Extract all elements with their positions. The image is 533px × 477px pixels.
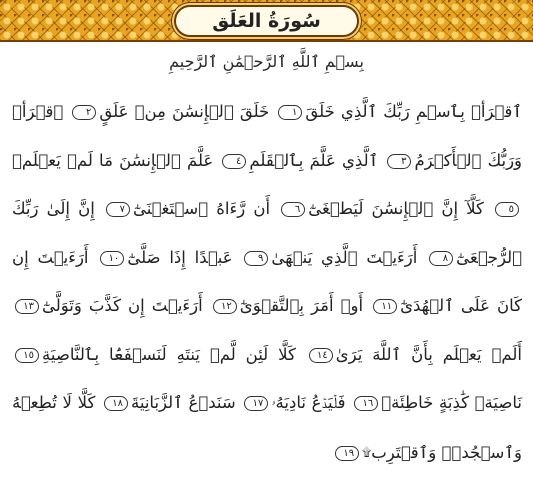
verse-number-marker: ٤	[222, 154, 246, 169]
verse-text: ٱقۡرَأۡ بِٱسۡمِ رَبِّكَ ٱلَّذِي خَلَقَ	[305, 102, 523, 121]
verses-text-block	[12, 88, 523, 462]
verse-number-marker: ١٤	[309, 348, 333, 363]
verse-text: خَلَقَ ٱلۡإِنسَٰنَ مِنۡ عَلَقٍ	[99, 102, 270, 121]
verse-number-marker: ١٠	[100, 251, 124, 266]
verse-text: سَنَدۡعُ ٱلزَّبَانِيَةَ	[131, 393, 236, 412]
verse-text: ٱقۡرَأۡ وَرَبُّكَ ٱلۡأَكۡرَمُ	[12, 102, 523, 170]
verse-text: إِنَّ إِلَىٰ رَبِّكَ ٱلرُّجۡعَىٰٓ	[12, 199, 523, 267]
surah-header-banner	[0, 0, 533, 42]
verse-text: نَاصِيَةٖ كَٰذِبَةٍ خَاطِئَةٖ	[381, 393, 522, 412]
verse-number-marker: ١١	[373, 299, 397, 314]
verse-number-marker: ١٩	[335, 446, 359, 461]
verse-text: ٱلَّذِي عَلَّمَ بِٱلۡقَلَمِ	[249, 150, 379, 170]
verse-number-marker: ٨	[429, 251, 453, 266]
verse-text: أَلَمۡ يَعۡلَم بِأَنَّ ٱللَّهَ يَرَىٰ	[335, 344, 522, 364]
verse-text: كَلَّا لَا تُطِعۡهُ وَٱسۡجُدۡۤ وَٱقۡتَرِب	[12, 393, 522, 462]
verse-number-marker: ٩	[244, 251, 268, 266]
verse-number-marker: ١٢	[213, 299, 237, 314]
sajda-mark-icon: ۩	[362, 444, 372, 459]
verse-number-marker: ١٥	[15, 348, 39, 363]
verse-text: أَن رَّءَاهُ ٱسۡتَغۡنَىٰٓ	[132, 199, 271, 218]
verse-text: أَرَءَيۡتَ إِن كَانَ عَلَى ٱلۡهُدَىٰٓ	[12, 247, 523, 315]
surah-title: سُورَةُ العَلَق	[212, 9, 321, 32]
verse-number-marker: ١	[278, 105, 302, 120]
verse-text: فَلۡيَدۡعُ نَادِيَهُۥ	[271, 393, 346, 412]
verse-text: كَلَّآ إِنَّ ٱلۡإِنسَٰنَ لَيَطۡغَىٰٓ	[308, 199, 484, 218]
verse-number-marker: ٦	[281, 202, 305, 217]
verse-number-marker: ١٦	[354, 396, 378, 411]
verse-number-marker: ٧	[106, 202, 130, 217]
verse-number-marker: ١٨	[104, 396, 128, 411]
verse-number-marker: ٥	[495, 202, 519, 217]
verse-number-marker: ٣	[387, 154, 411, 169]
verse-number-marker: ١٧	[244, 396, 268, 411]
surah-title-frame	[174, 5, 359, 37]
verse-number-marker: ٢	[72, 105, 96, 120]
basmala: بِسۡمِ ٱللَّهِ ٱلرَّحۡمَٰنِ ٱلرَّحِيمِ	[169, 52, 364, 71]
verse-text: عَلَّمَ ٱلۡإِنسَٰنَ مَا لَمۡ يَعۡلَمۡ	[12, 150, 214, 170]
verse-text: أَرَءَيۡتَ إِن كَذَّبَ وَتَوَلَّىٰٓ	[42, 296, 203, 315]
verse-text: كَلَّا لَئِن لَّمۡ يَنتَهِ لَنَسۡفَعَۢا بِٱلنَّاصِيَةِ	[42, 344, 296, 364]
verse-text: عَبۡدًا إِذَا صَلَّىٰٓ	[127, 247, 233, 267]
verse-number-marker: ١٣	[15, 299, 39, 314]
verse-text: أَوۡ أَمَرَ بِٱلتَّقۡوَىٰٓ	[239, 296, 364, 315]
verse-text: أَرَءَيۡتَ ٱلَّذِي يَنۡهَىٰ	[271, 247, 418, 267]
